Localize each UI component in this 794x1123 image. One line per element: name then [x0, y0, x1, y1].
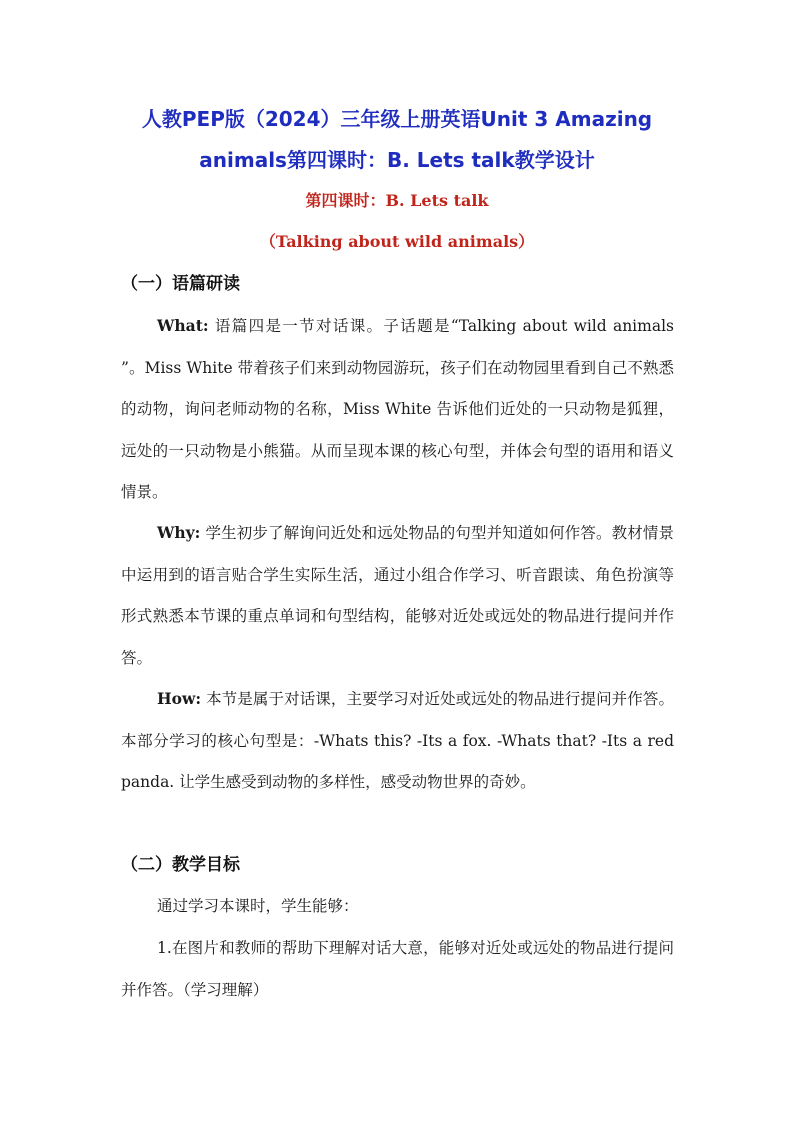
document-title-line-1: 人教PEP版（2024）三年级上册英语Unit 3 Amazing [141, 107, 653, 131]
how-text: 本节是属于对话课，主要学习对近处或远处的物品进行提问并作答。本部分学习的核心句型是：-Whats this? -Its a fox. -Whats that? -Its a red panda. 让学生感受到动物的多样性，感受动物世界的奇妙。 [121, 690, 674, 792]
objectives-intro: 通过学习本课时，学生能够： [157, 897, 359, 915]
section-heading-objectives: （二）教学目标 [121, 855, 240, 875]
how-label: How: [157, 689, 202, 708]
lesson-subtitle: 第四课时：B. Lets talk [305, 191, 489, 210]
what-paragraph [121, 305, 674, 514]
why-text: 学生初步了解询问近处和远处物品的句型并知道如何作答。教材情景中运用到的语言贴合学生实际生活，通过小组合作学习、听音跟读、角色扮演等形式熟悉本节课的重点单词和句型结构，能够对近处或远处的物品进行提问并作答。 [121, 524, 674, 667]
objective-item-1: 1.在图片和教师的帮助下理解对话大意，能够对近处或远处的物品进行提问并作答。（学习理解） [121, 939, 674, 999]
how-paragraph [121, 678, 674, 804]
why-paragraph [121, 512, 674, 679]
lesson-topic: （Talking about wild animals） [259, 232, 535, 251]
document-title-line-2: animals第四课时：B. Lets talk教学设计 [199, 148, 595, 172]
what-text: 语篇四是一节对话课。子话题是“Talking about wild animals ”。Miss White 带着孩子们来到动物园游玩，孩子们在动物园里看到自己不熟悉的动物，询问老师动物的名称，Miss White 告诉他们近处的一只动物是狐狸，远处的一只动物是小熊猫。从而呈现本课的核心句型，并体会句型的语用和语义情景。 [121, 317, 674, 502]
what-label: What: [157, 316, 209, 335]
section-heading-text-analysis: （一）语篇研读 [121, 274, 240, 294]
why-label: Why: [157, 523, 201, 542]
